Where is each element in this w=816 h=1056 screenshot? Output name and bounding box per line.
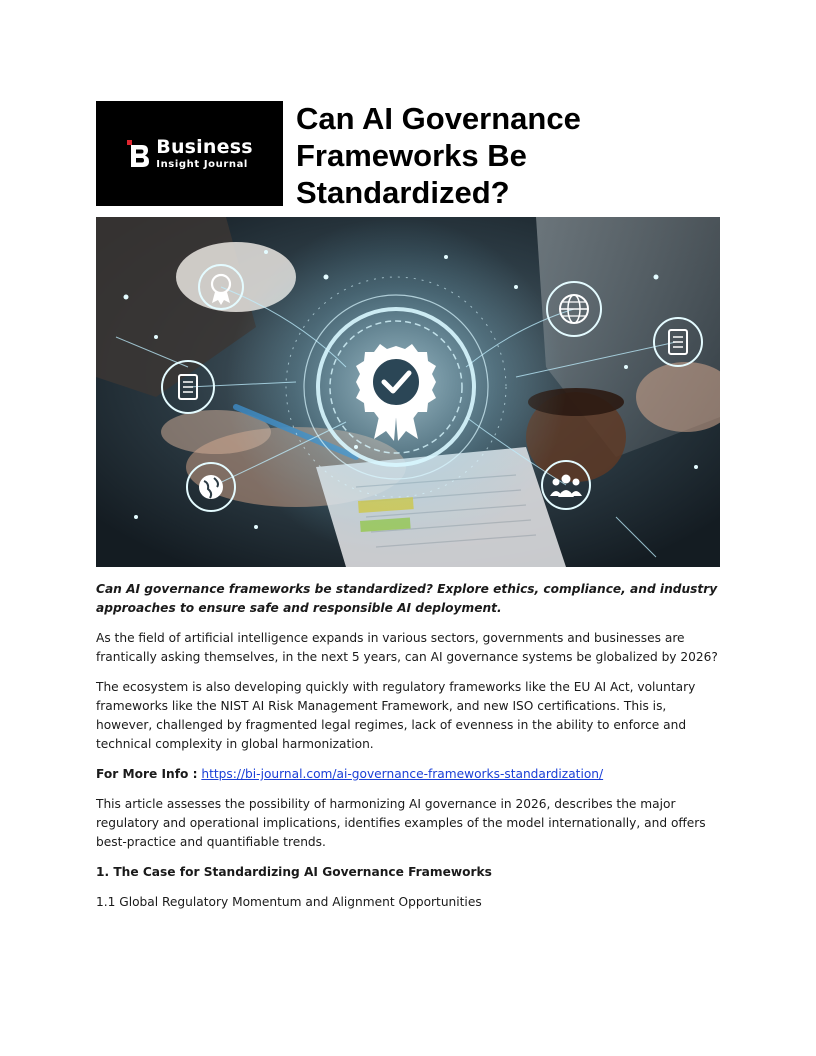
hero-image	[96, 217, 720, 567]
more-info-label: For More Info :	[96, 767, 198, 781]
article-paragraph: This article assesses the possibility of harmonizing AI governance in 2026, describes the major regulatory and operational implications, identifies examples of the model internationally, and offers best-practice and quantifiable trends.	[96, 797, 706, 849]
b-monogram-icon	[126, 139, 150, 169]
article-title: Can AI Governance Frameworks Be Standardized?	[296, 101, 581, 210]
section-heading: 1. The Case for Standardizing AI Governance Frameworks	[96, 865, 492, 879]
article-paragraph: The ecosystem is also developing quickly with regulatory frameworks like the EU AI Act, voluntary frameworks like the NIST AI Risk Management Framework, and new ISO certifications. This is, however, challenged by fragmented legal regimes, lack of evenness in the ability to enforce and technical complexity in global harmonization.	[96, 680, 696, 751]
article-lede: Can AI governance frameworks be standardized? Explore ethics, compliance, and industry approaches to ensure safe and responsible AI deployment.	[96, 582, 718, 615]
more-info-link[interactable]: https://bi-journal.com/ai-governance-frameworks-standardization/	[201, 767, 604, 781]
subsection-heading: 1.1 Global Regulatory Momentum and Alignment Opportunities	[96, 895, 482, 909]
article-paragraph: As the field of artificial intelligence expands in various sectors, governments and businesses are frantically asking themselves, in the next 5 years, can AI governance systems be globalized by 2026?	[96, 631, 718, 664]
article-body	[96, 580, 722, 923]
logo-text-business: Business	[156, 135, 253, 158]
hero-illustration	[96, 217, 720, 567]
logo-text-insight-journal: Insight Journal	[156, 158, 248, 170]
publication-logo	[96, 101, 283, 206]
more-info-line	[96, 765, 722, 784]
